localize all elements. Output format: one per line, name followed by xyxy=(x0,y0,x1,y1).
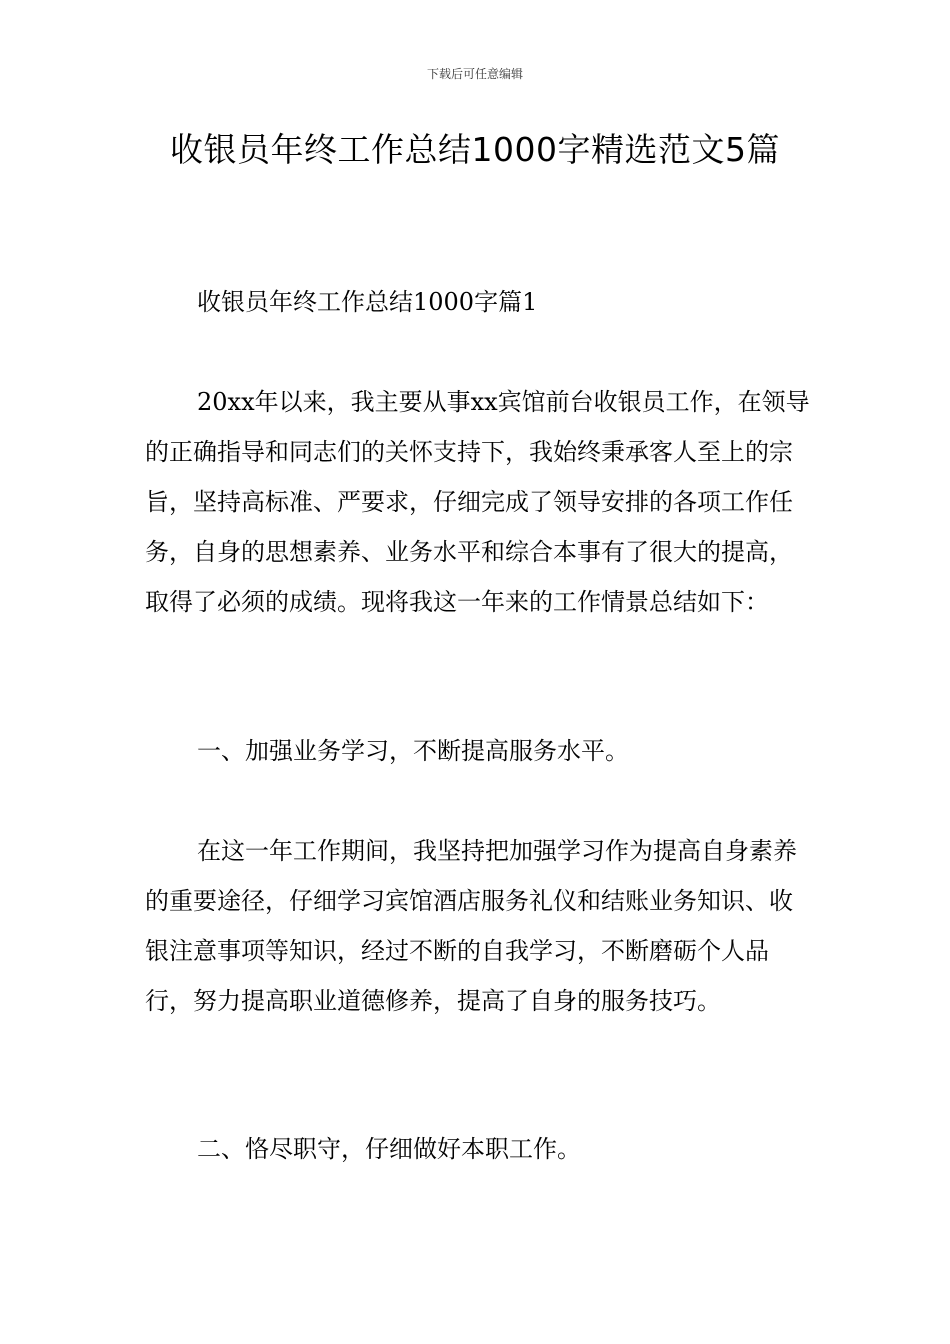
paragraph-1: 20xx年以来，我主要从事xx宾馆前台收银员工作，在领导的正确指导和同志们的关怀支持下，我始终秉承客人至上的宗旨，坚持高标准、严要求，仔细完成了领导安排的各项工作任务，自身的思想素养、业务水平和综合本事有了很大的提高，取得了必须的成绩。现将我这一年来的工作情景总结如下： xyxy=(145,388,810,616)
document-title: 收银员年终工作总结1000字精选范文5篇 xyxy=(170,130,780,169)
heading-2: 二、恪尽职守，仔细做好本职工作。 xyxy=(197,1135,581,1163)
section-title: 收银员年终工作总结1000字篇1 xyxy=(197,288,538,316)
header-note: 下载后可任意编辑 xyxy=(426,67,523,81)
heading-1: 一、加强业务学习，不断提高服务水平。 xyxy=(197,737,629,765)
paragraph-2: 在这一年工作期间，我坚持把加强学习作为提高自身素养的重要途径，仔细学习宾馆酒店服务礼仪和结账业务知识、收银注意事项等知识，经过不断的自我学习，不断磨砺个人品行，努力提高职业道德修养，提高了自身的服务技巧。 xyxy=(145,837,797,1015)
